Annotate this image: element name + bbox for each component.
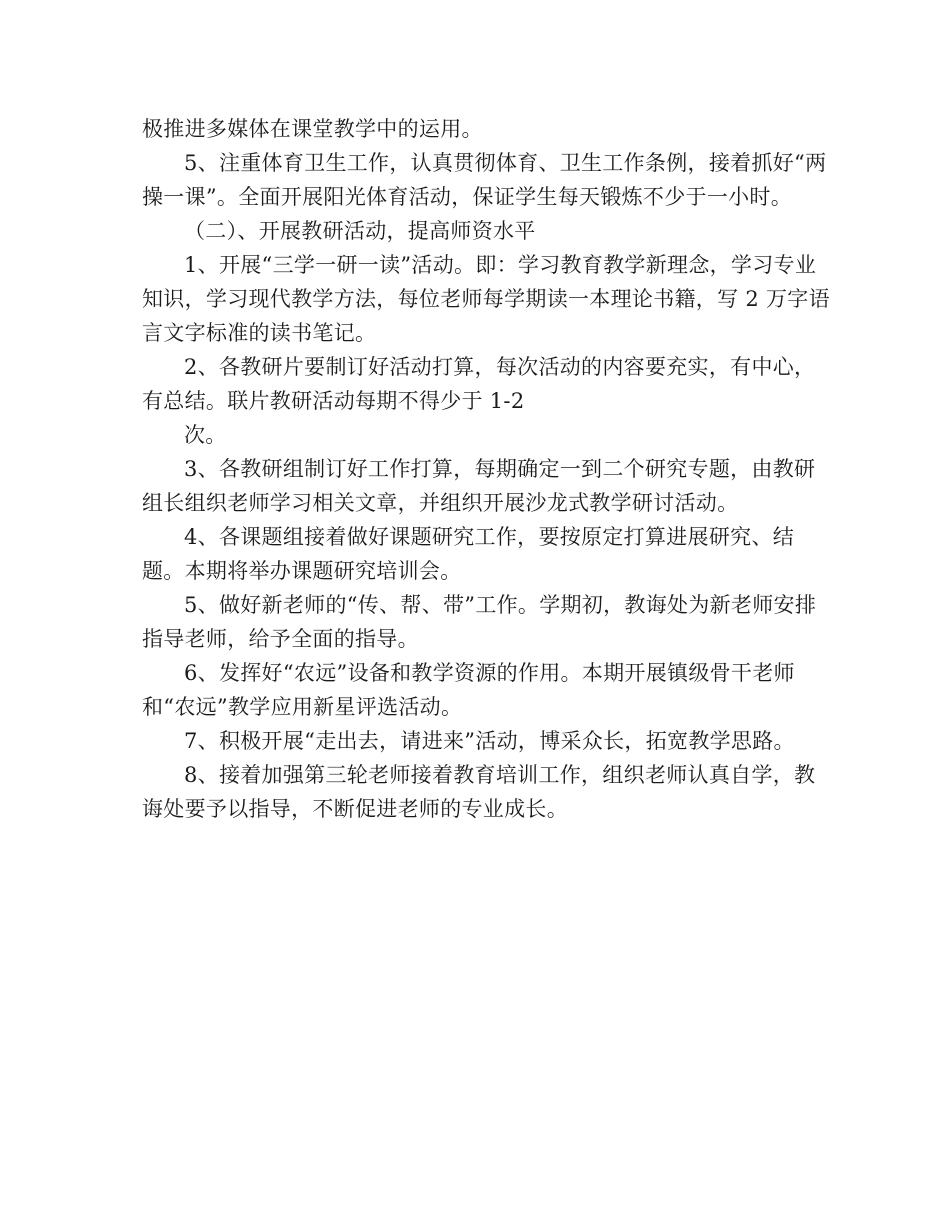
document-body (142, 112, 832, 826)
paragraph-item-5: 5、做好新老师的“传、帮、带”工作。学期初，教诲处为新老师安排指导老师，给予全面的指导。 (142, 593, 817, 651)
paragraph-item-4: 4、各课题组接着做好课题研究工作，要按原定打算进展研究、结题。本期将举办课题研究培训会。 (142, 525, 795, 583)
section-heading: （二）、开展教研活动，提高师资水平 (184, 219, 536, 243)
paragraph-item-8: 8、接着加强第三轮老师接着教育培训工作，组织老师认真自学，教诲处要予以指导，不断促进老师的专业成长。 (142, 763, 816, 821)
paragraph-item-1: 1、开展“三学一研一读”活动。即：学习教育教学新理念，学习专业知识，学习现代教学方法，每位老师每学期读一本理论书籍，写 2 万字语言文字标准的读书笔记。 (142, 253, 830, 345)
paragraph-item-5-sports: 5、注重体育卫生工作，认真贯彻体育、卫生工作条例，接着抓好“两操一课”。全面开展阳光体育活动，保证学生每天锻炼不少于一小时。 (142, 151, 827, 209)
paragraph-item-6: 6、发挥好“农远”设备和教学资源的作用。本期开展镇级骨干老师和“农远”教学应用新星评选活动。 (142, 661, 795, 719)
paragraph-item-2: 2、各教研片要制订好活动打算，每次活动的内容要充实，有中心，有总结。联片教研活动每期不得少于 1-2 (142, 355, 816, 413)
paragraph-item-3: 3、各教研组制订好工作打算，每期确定一到二个研究专题，由教研组长组织老师学习相关文章，并组织开展沙龙式教学研讨活动。 (142, 457, 816, 515)
paragraph-item-7: 7、积极开展“走出去，请进来”活动，博采众长，拓宽教学思路。 (184, 729, 795, 753)
paragraph-item-2-continuation: 次。 (184, 423, 227, 447)
paragraph-continuation: 极推进多媒体在课堂教学中的运用。 (142, 117, 483, 141)
